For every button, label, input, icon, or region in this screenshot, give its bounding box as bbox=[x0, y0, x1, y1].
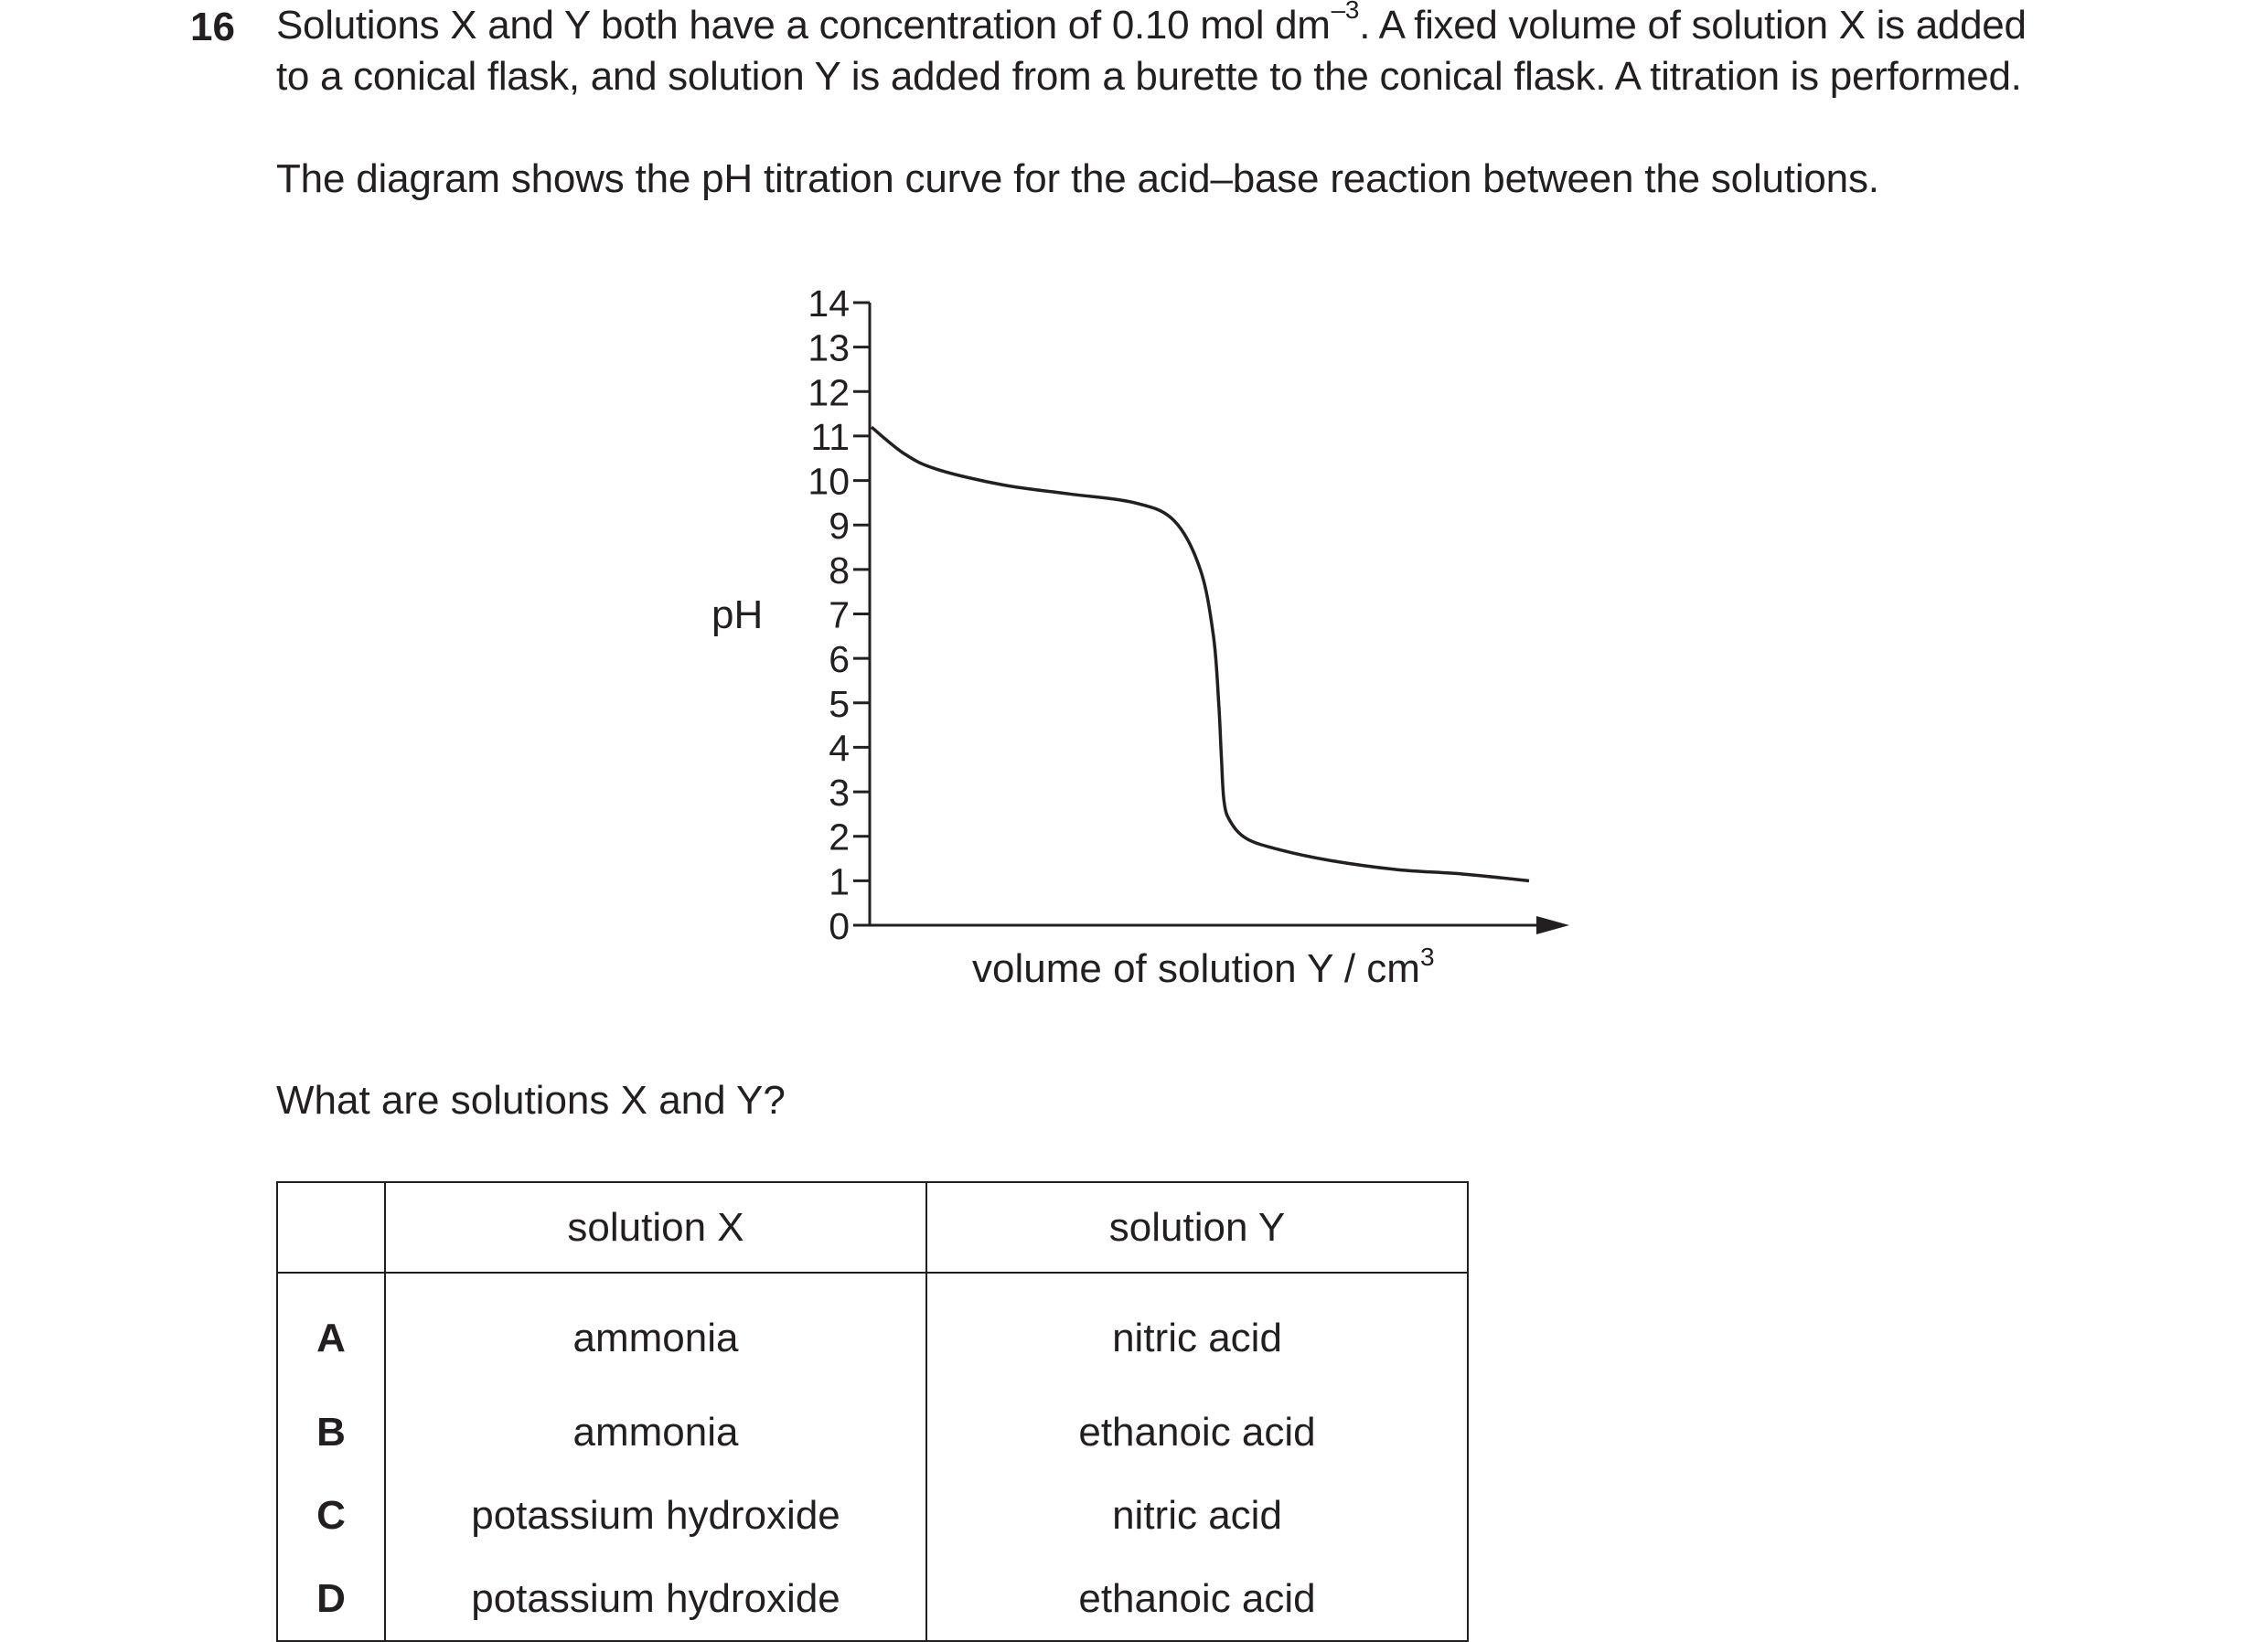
option-solution-y: nitric acid bbox=[926, 1273, 1468, 1391]
unit-exponent: –3 bbox=[1331, 0, 1360, 24]
option-row-a[interactable] bbox=[277, 1273, 1468, 1391]
option-row-d[interactable] bbox=[277, 1557, 1468, 1641]
y-tick-label: 5 bbox=[829, 682, 850, 725]
y-tick-label: 10 bbox=[808, 460, 850, 503]
y-tick-label: 3 bbox=[829, 772, 850, 815]
option-solution-y: ethanoic acid bbox=[926, 1391, 1468, 1474]
option-solution-x: ammonia bbox=[385, 1391, 926, 1474]
option-key[interactable]: B bbox=[277, 1391, 385, 1474]
option-row-c[interactable] bbox=[277, 1474, 1468, 1557]
stem-line-2: to a conical flask, and solution Y is added from a burette to the conical flask. A titration is performed. bbox=[276, 54, 2022, 99]
option-row-b[interactable] bbox=[277, 1391, 1468, 1474]
option-solution-x: potassium hydroxide bbox=[385, 1557, 926, 1641]
titration-curve-line bbox=[872, 427, 1529, 880]
x-axis-label-exponent: 3 bbox=[1419, 943, 1435, 971]
option-key[interactable]: A bbox=[277, 1273, 385, 1391]
diagram-intro: The diagram shows the pH titration curve for the acid–base reaction between the solutions. bbox=[276, 156, 1879, 201]
y-tick-label: 2 bbox=[829, 816, 850, 858]
option-key[interactable]: D bbox=[277, 1557, 385, 1641]
stem-line-1-rest: . A fixed volume of solution X is added bbox=[1359, 3, 2027, 48]
y-tick-label: 6 bbox=[829, 638, 850, 681]
answer-options-table bbox=[276, 1181, 1469, 1642]
y-tick-label: 9 bbox=[829, 505, 850, 548]
option-solution-y: nitric acid bbox=[926, 1474, 1468, 1557]
y-tick-label: 4 bbox=[829, 727, 850, 770]
stem-line-1-text: Solutions X and Y both have a concentration of 0.10 mol dm bbox=[276, 3, 1331, 48]
y-tick-label: 13 bbox=[808, 326, 850, 369]
x-axis-arrowhead bbox=[1536, 916, 1569, 934]
y-tick-label: 7 bbox=[829, 593, 850, 636]
y-axis-label: pH bbox=[711, 592, 764, 637]
y-tick-label: 0 bbox=[829, 905, 850, 947]
header-solution-x: solution X bbox=[385, 1182, 926, 1273]
x-axis-label-text: volume of solution Y / cm bbox=[972, 946, 1420, 991]
option-solution-x: potassium hydroxide bbox=[385, 1474, 926, 1557]
question-number: 16 bbox=[190, 5, 235, 49]
y-tick-label: 1 bbox=[829, 860, 850, 903]
header-key-cell bbox=[277, 1182, 385, 1273]
option-solution-x: ammonia bbox=[385, 1273, 926, 1391]
header-solution-y: solution Y bbox=[926, 1182, 1468, 1273]
option-solution-y: ethanoic acid bbox=[926, 1557, 1468, 1641]
y-tick-label: 11 bbox=[810, 415, 850, 458]
x-axis-label bbox=[972, 943, 1435, 991]
table-header-row bbox=[277, 1182, 1468, 1273]
y-tick-label: 14 bbox=[808, 283, 850, 325]
question-prompt: What are solutions X and Y? bbox=[276, 1078, 786, 1123]
y-tick-label: 12 bbox=[808, 371, 850, 414]
option-key[interactable]: C bbox=[277, 1474, 385, 1557]
y-tick-label: 8 bbox=[829, 549, 850, 592]
y-axis-ticks bbox=[808, 283, 870, 947]
